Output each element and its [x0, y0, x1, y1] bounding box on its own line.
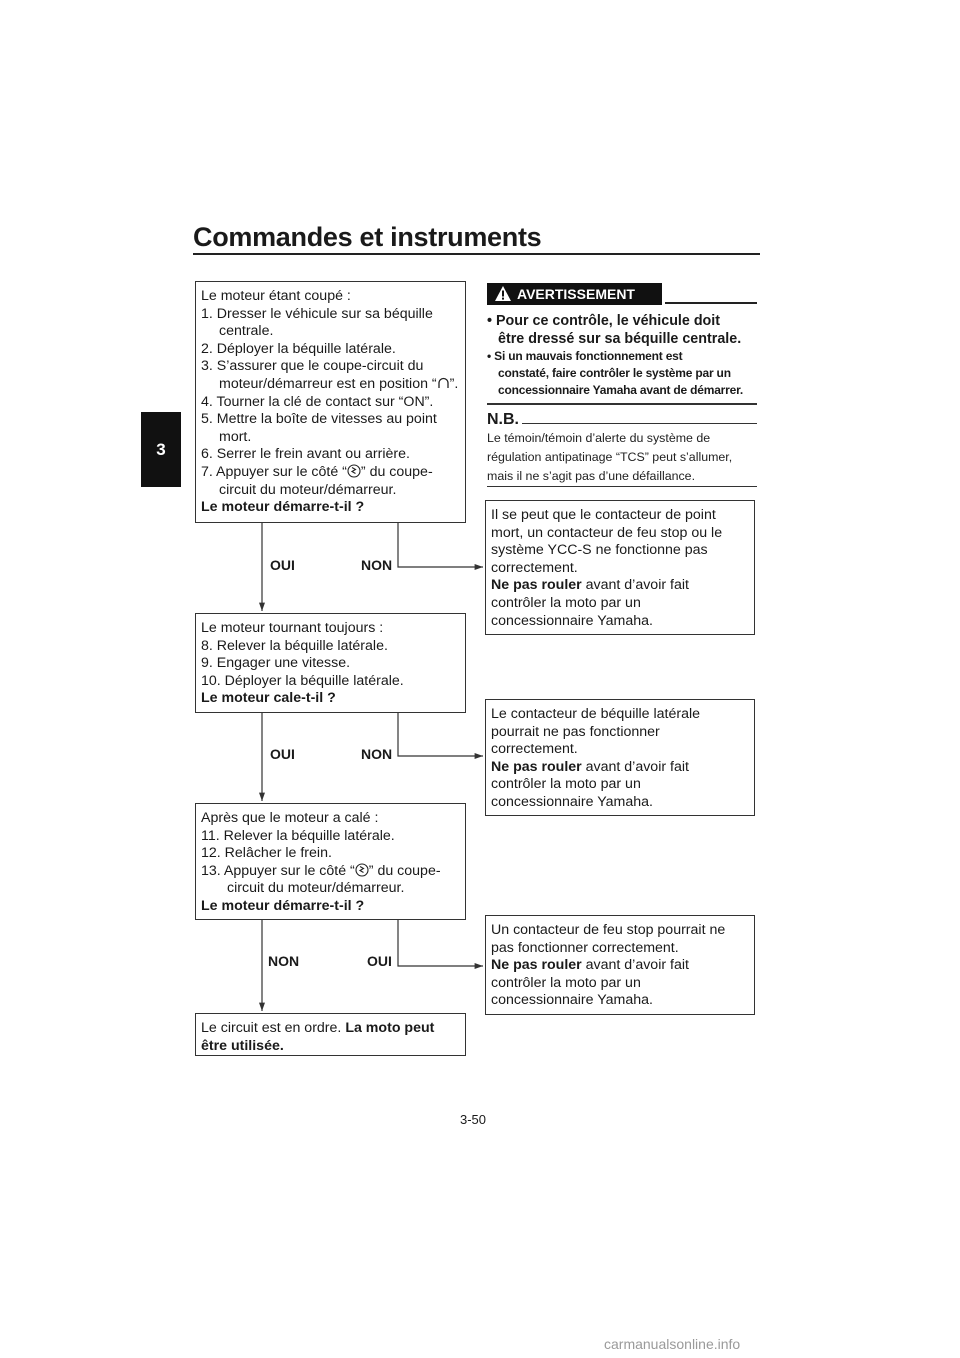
label-no-2: NON: [361, 746, 393, 762]
box1-step2: 2. Déployer la béquille latérale.: [201, 340, 396, 357]
flow-box-stall-check: [195, 613, 466, 713]
result2-line6: concessionnaire Yamaha.: [491, 793, 653, 810]
result1-line2: mort, un contacteur de feu stop ou le: [491, 524, 723, 541]
box2-step10: 10. Déployer la béquille latérale.: [201, 672, 404, 689]
engine-run-switch-icon: [437, 377, 450, 390]
box1-step4: 4. Tourner la clé de contact sur “ON”.: [201, 393, 434, 410]
warning-rule: [665, 302, 757, 304]
note-line3: mais il ne s’agit pas d’une défaillance.: [487, 469, 696, 483]
box2-intro: Le moteur tournant toujours :: [201, 620, 384, 636]
result2-line4: Ne pas rouler avant d’avoir fait: [491, 758, 689, 775]
box1-step1b: centrale.: [219, 323, 274, 340]
result2-line3: correctement.: [491, 741, 578, 758]
box1-step5b: mort.: [219, 428, 252, 445]
warning-text: [487, 312, 759, 399]
box1-step6: 6. Serrer le frein avant ou arrière.: [201, 446, 410, 463]
result3-line5: concessionnaire Yamaha.: [491, 992, 653, 1009]
result1-line5: Ne pas rouler avant d’avoir fait: [491, 577, 689, 594]
warning-badge: AVERTISSEMENT: [487, 283, 662, 305]
box1-intro: Le moteur étant coupé :: [201, 288, 351, 304]
box3-step12: 12. Relâcher le frein.: [201, 845, 332, 862]
result2-line5: contrôler la moto par un: [491, 776, 641, 793]
warning-bullet2a: • Si un mauvais fonctionnement est: [487, 349, 683, 363]
warning-bullet2b: constaté, faire contrôler le système par un: [498, 366, 731, 380]
box2-step9: 9. Engager une vitesse.: [201, 655, 351, 672]
box3-intro: Après que le moteur a calé :: [201, 810, 379, 826]
box1-step3a: 3. S’assurer que le coupe-circuit du: [201, 358, 424, 375]
page-title: Commandes et instruments: [193, 222, 542, 252]
watermark: carmanualsonline.info: [604, 1336, 741, 1352]
result1-line7: concessionnaire Yamaha.: [491, 612, 653, 629]
flow-box-start-check: [195, 281, 466, 523]
page-number: 3-50: [460, 1112, 487, 1127]
flow-box-circuit-ok: [195, 1013, 466, 1056]
arrow-yes-3: [398, 919, 483, 966]
note-title-rule: [522, 423, 757, 424]
result2-line1: Le contacteur de béquille latérale: [491, 706, 701, 722]
result2-line2: pourrait ne pas fonctionner: [491, 723, 660, 740]
flow-result-sidestand-fault: [485, 699, 755, 816]
box2-step8: 8. Relever la béquille latérale.: [201, 637, 388, 654]
warning-bullet1a: • Pour ce contrôle, le véhicule doit: [487, 313, 721, 329]
box1-step1a: 1. Dresser le véhicule sur sa béquille: [201, 305, 433, 322]
box1-question: Le moteur démarre-t-il ?: [201, 499, 365, 516]
box1-step5a: 5. Mettre la boîte de vitesses au point: [201, 411, 437, 428]
note-bottom-rule: [487, 486, 757, 487]
result1-line6: contrôler la moto par un: [491, 594, 641, 611]
label-yes-1: OUI: [270, 557, 295, 573]
box3-step13b: circuit du moteur/démarreur.: [227, 880, 405, 897]
flow-box-restart-check: [195, 803, 466, 920]
result1-line4: correctement.: [491, 559, 578, 576]
box3-step11: 11. Relever la béquille latérale.: [201, 827, 395, 844]
label-yes-3: OUI: [367, 953, 392, 969]
warning-bottom-rule: [487, 403, 757, 405]
flow-result-switch-fault: [485, 500, 755, 635]
arrow-no-2: [398, 712, 483, 756]
label-no-1: NON: [361, 557, 393, 573]
box2-question: Le moteur cale-t-il ?: [201, 690, 336, 707]
warning-triangle-icon: [494, 285, 512, 302]
starter-icon: [355, 863, 369, 877]
starter-icon: [347, 464, 361, 478]
result1-line3: système YCC-S ne fonctionne pas: [491, 542, 708, 559]
arrow-no-1: [398, 522, 483, 567]
label-no-3: NON: [268, 953, 300, 969]
result3-line1: Un contacteur de feu stop pourrait ne: [491, 922, 726, 938]
note-line2: régulation antipatinage “TCS” peut s’allumer,: [487, 450, 733, 464]
label-yes-2: OUI: [270, 746, 295, 762]
flow-result-brake-switch-fault: [485, 915, 755, 1015]
result1-line1: Il se peut que le contacteur de point: [491, 507, 716, 523]
note-text: [487, 429, 757, 486]
box4-line1: Le circuit est en ordre. La moto peut: [201, 1020, 435, 1036]
result3-line2: pas fonctionner correctement.: [491, 939, 679, 956]
box1-step7b: circuit du moteur/démarreur.: [219, 481, 397, 498]
warning-bullet1b: être dressé sur sa béquille centrale.: [498, 331, 742, 347]
box4-line2: être utilisée.: [201, 1037, 284, 1054]
result3-line4: contrôler la moto par un: [491, 974, 641, 991]
chapter-tab: 3: [141, 412, 181, 487]
result3-line3: Ne pas rouler avant d’avoir fait: [491, 957, 689, 974]
warning-bullet2c: concessionnaire Yamaha avant de démarrer.: [498, 383, 744, 397]
note-title: N.B.: [487, 411, 519, 428]
box1-step7a: 7. Appuyer sur le côté “ ” du coupe-: [201, 463, 433, 480]
box1-step3b: moteur/démarreur est en position “ ”.: [219, 375, 459, 392]
note-line1: Le témoin/témoin d’alerte du système de: [487, 431, 711, 445]
box3-step13a: 13. Appuyer sur le côté “ ” du coupe-: [201, 862, 441, 879]
box3-question: Le moteur démarre-t-il ?: [201, 897, 365, 914]
